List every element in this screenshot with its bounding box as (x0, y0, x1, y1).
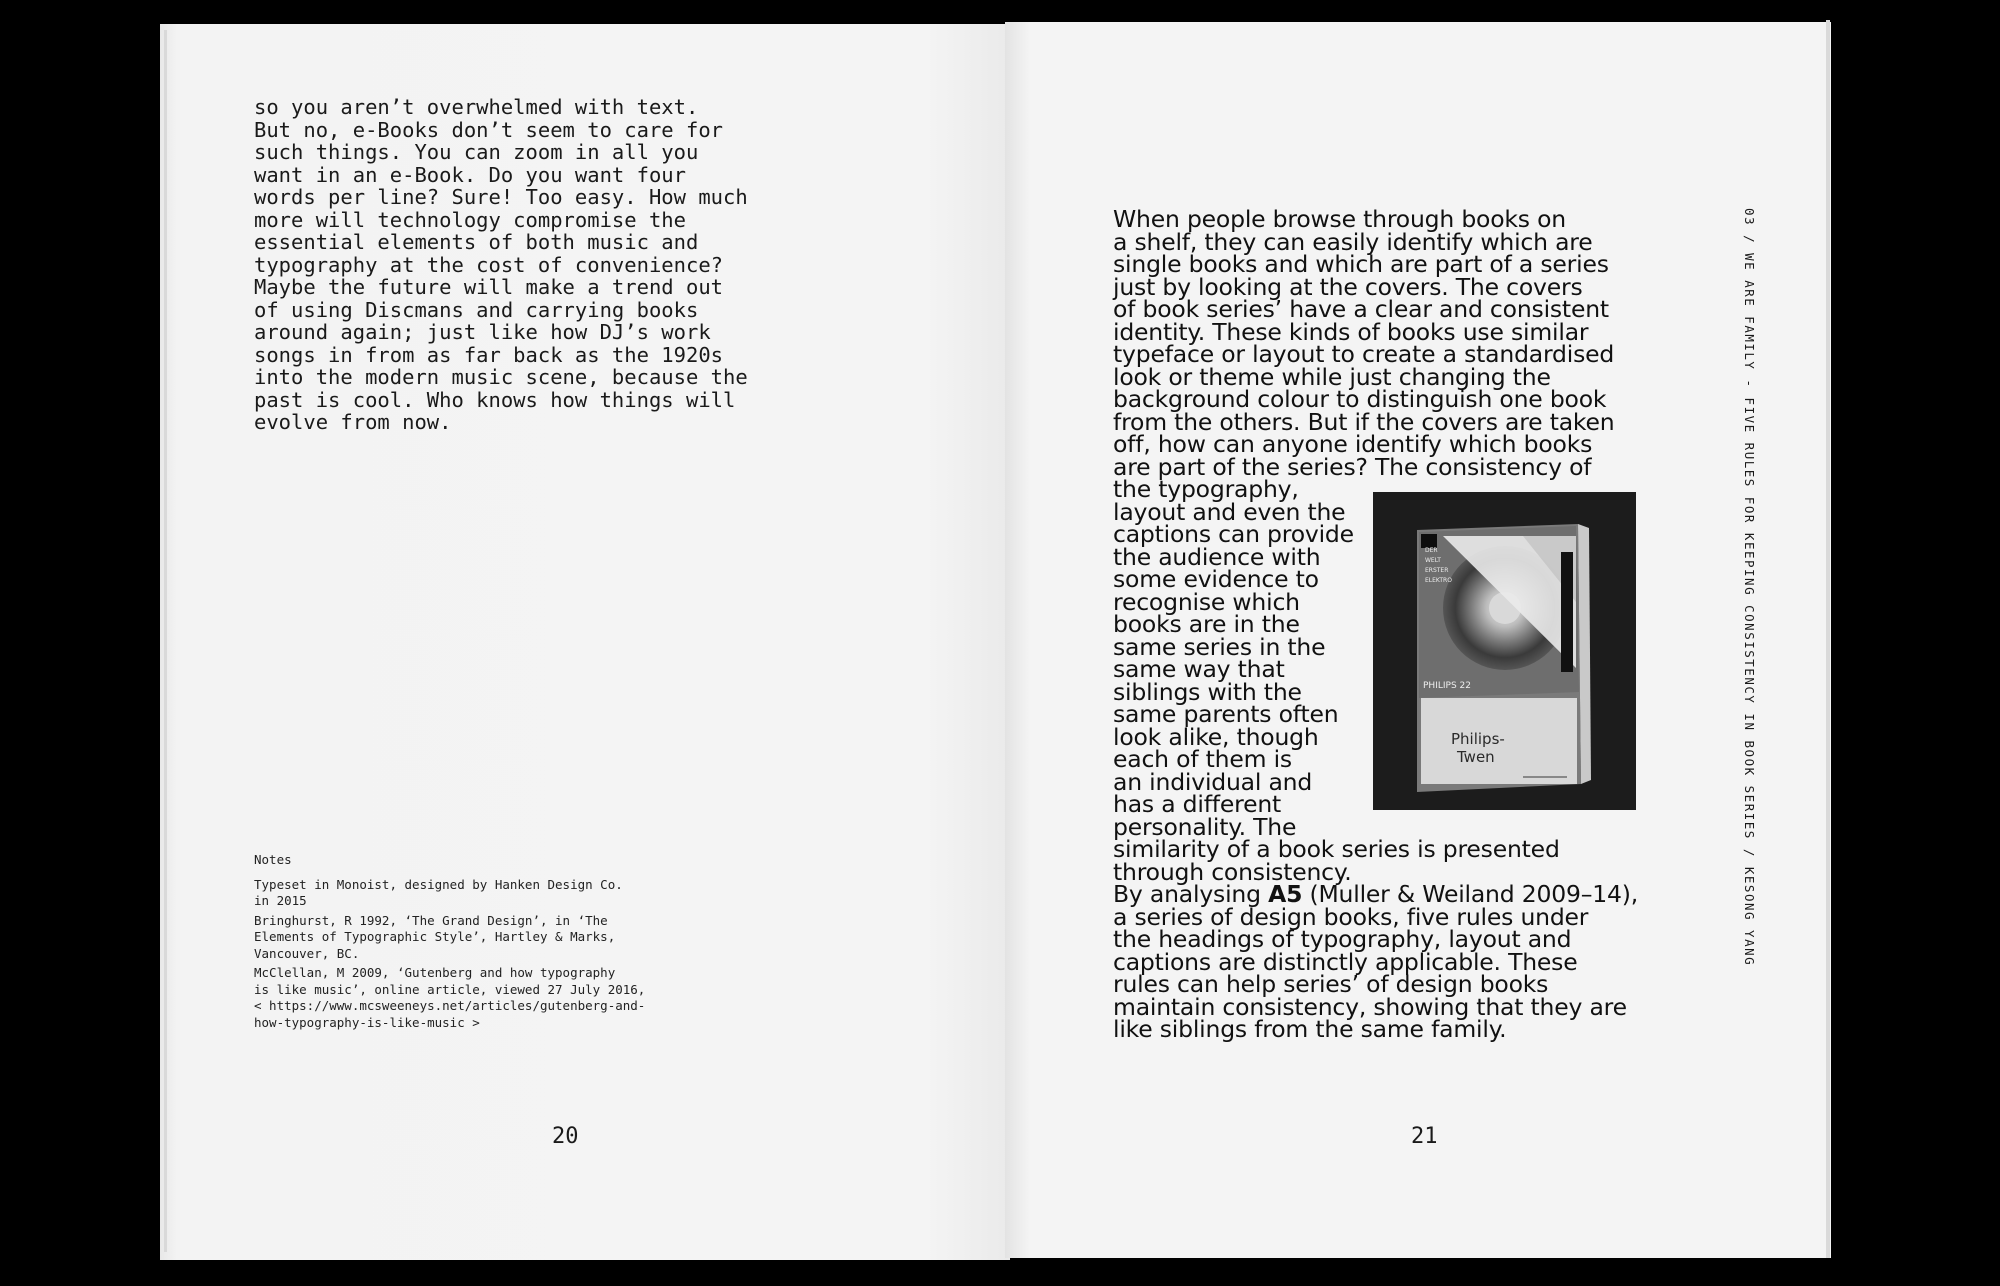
body-line: typeface or layout to create a standardised (1113, 340, 1615, 368)
body-line: has a different (1113, 790, 1282, 818)
para2-prefix: By analysing (1113, 880, 1269, 908)
body-line: personality. The (1113, 812, 1297, 841)
note-item: Typeset in Monoist, designed by Hanken Design Co. in 2015 (254, 876, 623, 908)
body-line: some evidence to (1113, 565, 1319, 593)
page-number-left: 20 (552, 1124, 579, 1149)
running-head: 03 / WE ARE FAMILY - FIVE RULES FOR KEEPING CONSISTENCY IN BOOK SERIES / KESONG YANG (1742, 208, 1757, 967)
body-line: through consistency. (1113, 857, 1352, 886)
right-page-edge (1826, 20, 1830, 1258)
body-line: each of them is (1113, 745, 1292, 773)
body-line: captions can provide (1113, 520, 1354, 548)
body-line: identity. These kinds of books use similar (1113, 317, 1589, 346)
body-line: the audience with (1113, 542, 1321, 571)
svg-text:Twen: Twen (1457, 748, 1495, 766)
book-cover-figure (1373, 492, 1636, 810)
body-line: the headings of typography, layout and (1113, 925, 1572, 953)
notes-title: Notes (254, 852, 292, 867)
body-line: recognise which (1113, 587, 1300, 616)
body-line: look or theme while just changing the (1113, 362, 1551, 391)
body-line: background colour to distinguish one book (1113, 385, 1607, 413)
body-line: just by looking at the covers. The covers (1113, 272, 1583, 301)
svg-text:WELT: WELT (1425, 557, 1441, 564)
body-line: same way that (1113, 655, 1285, 683)
body-line: When people browse through books on (1113, 205, 1566, 233)
body-line: same series in the (1113, 632, 1326, 661)
body-line: an individual and (1113, 767, 1313, 796)
body-line: off, how can anyone identify which books (1113, 430, 1593, 458)
note-item: McClellan, M 2009, ‘Gutenberg and how typography is like music’, online article, viewed 27 July 2016, < https://www.mcsweeneys.net/articles/gutenberg-and- how-typography-is-like-music > (254, 965, 646, 1030)
body-line: siblings with the (1113, 677, 1302, 706)
body-line: look alike, though (1113, 722, 1319, 751)
para2-rest: (Muller & Weiland 2009–14), (1302, 880, 1639, 908)
page-number-right: 21 (1411, 1124, 1438, 1149)
notes-section (254, 852, 674, 1034)
body-line: a series of design books, five rules under (1113, 902, 1589, 931)
svg-text:ERSTER: ERSTER (1425, 567, 1449, 574)
body-line: are part of the series? The consistency of (1113, 452, 1592, 481)
para2-bold-ref: A5 (1268, 880, 1303, 908)
body-line: similarity of a book series is presented (1113, 835, 1560, 863)
body-line: of book series’ have a clear and consistent (1113, 295, 1609, 323)
body-line: maintain consistency, showing that they are (1113, 992, 1627, 1021)
body-line: like siblings from the same family. (1113, 1015, 1507, 1043)
book-cover-illustration (1373, 492, 1636, 810)
svg-text:ELEKTRO: ELEKTRO (1425, 577, 1452, 584)
note-item: Bringhurst, R 1992, ‘The Grand Design’, in ‘The Elements of Typographic Style’, Hartley & Marks, Vancouver, BC. (254, 912, 616, 961)
body-line: captions are distinctly applicable. These (1113, 947, 1578, 976)
body-line: a shelf, they can easily identify which are (1113, 227, 1593, 256)
body-line: same parents often (1113, 700, 1339, 728)
cover-brand-text: PHILIPS 22 (1423, 681, 1471, 691)
body-line: the typography, (1113, 475, 1299, 503)
body-line: rules can help series’ of design books (1113, 970, 1549, 998)
cover-title-text: Philips- (1451, 730, 1505, 748)
body-line: layout and even the (1113, 497, 1346, 526)
left-body-text: so you aren’t overwhelmed with text. But no, e-Books don’t seem to care for such things. You can zoom in all you want in an e-Book. Do you want four words per line? Sure! Too easy. How much more will technology compromise the essential elements of both music and typography at the cost of convenience? Maybe the future will make a trend out of using Discmans and carrying books around again; just like how DJ’s work songs in from as far back as the 1920s into the modern music scene, because the past is cool. Who knows how things will evolve from now. (254, 95, 748, 434)
svg-text:DER: DER (1425, 547, 1438, 554)
body-line: books are in the (1113, 610, 1300, 638)
body-line: from the others. But if the covers are taken (1113, 407, 1615, 436)
left-page-edge (164, 30, 167, 1252)
body-line: single books and which are part of a series (1113, 250, 1609, 278)
